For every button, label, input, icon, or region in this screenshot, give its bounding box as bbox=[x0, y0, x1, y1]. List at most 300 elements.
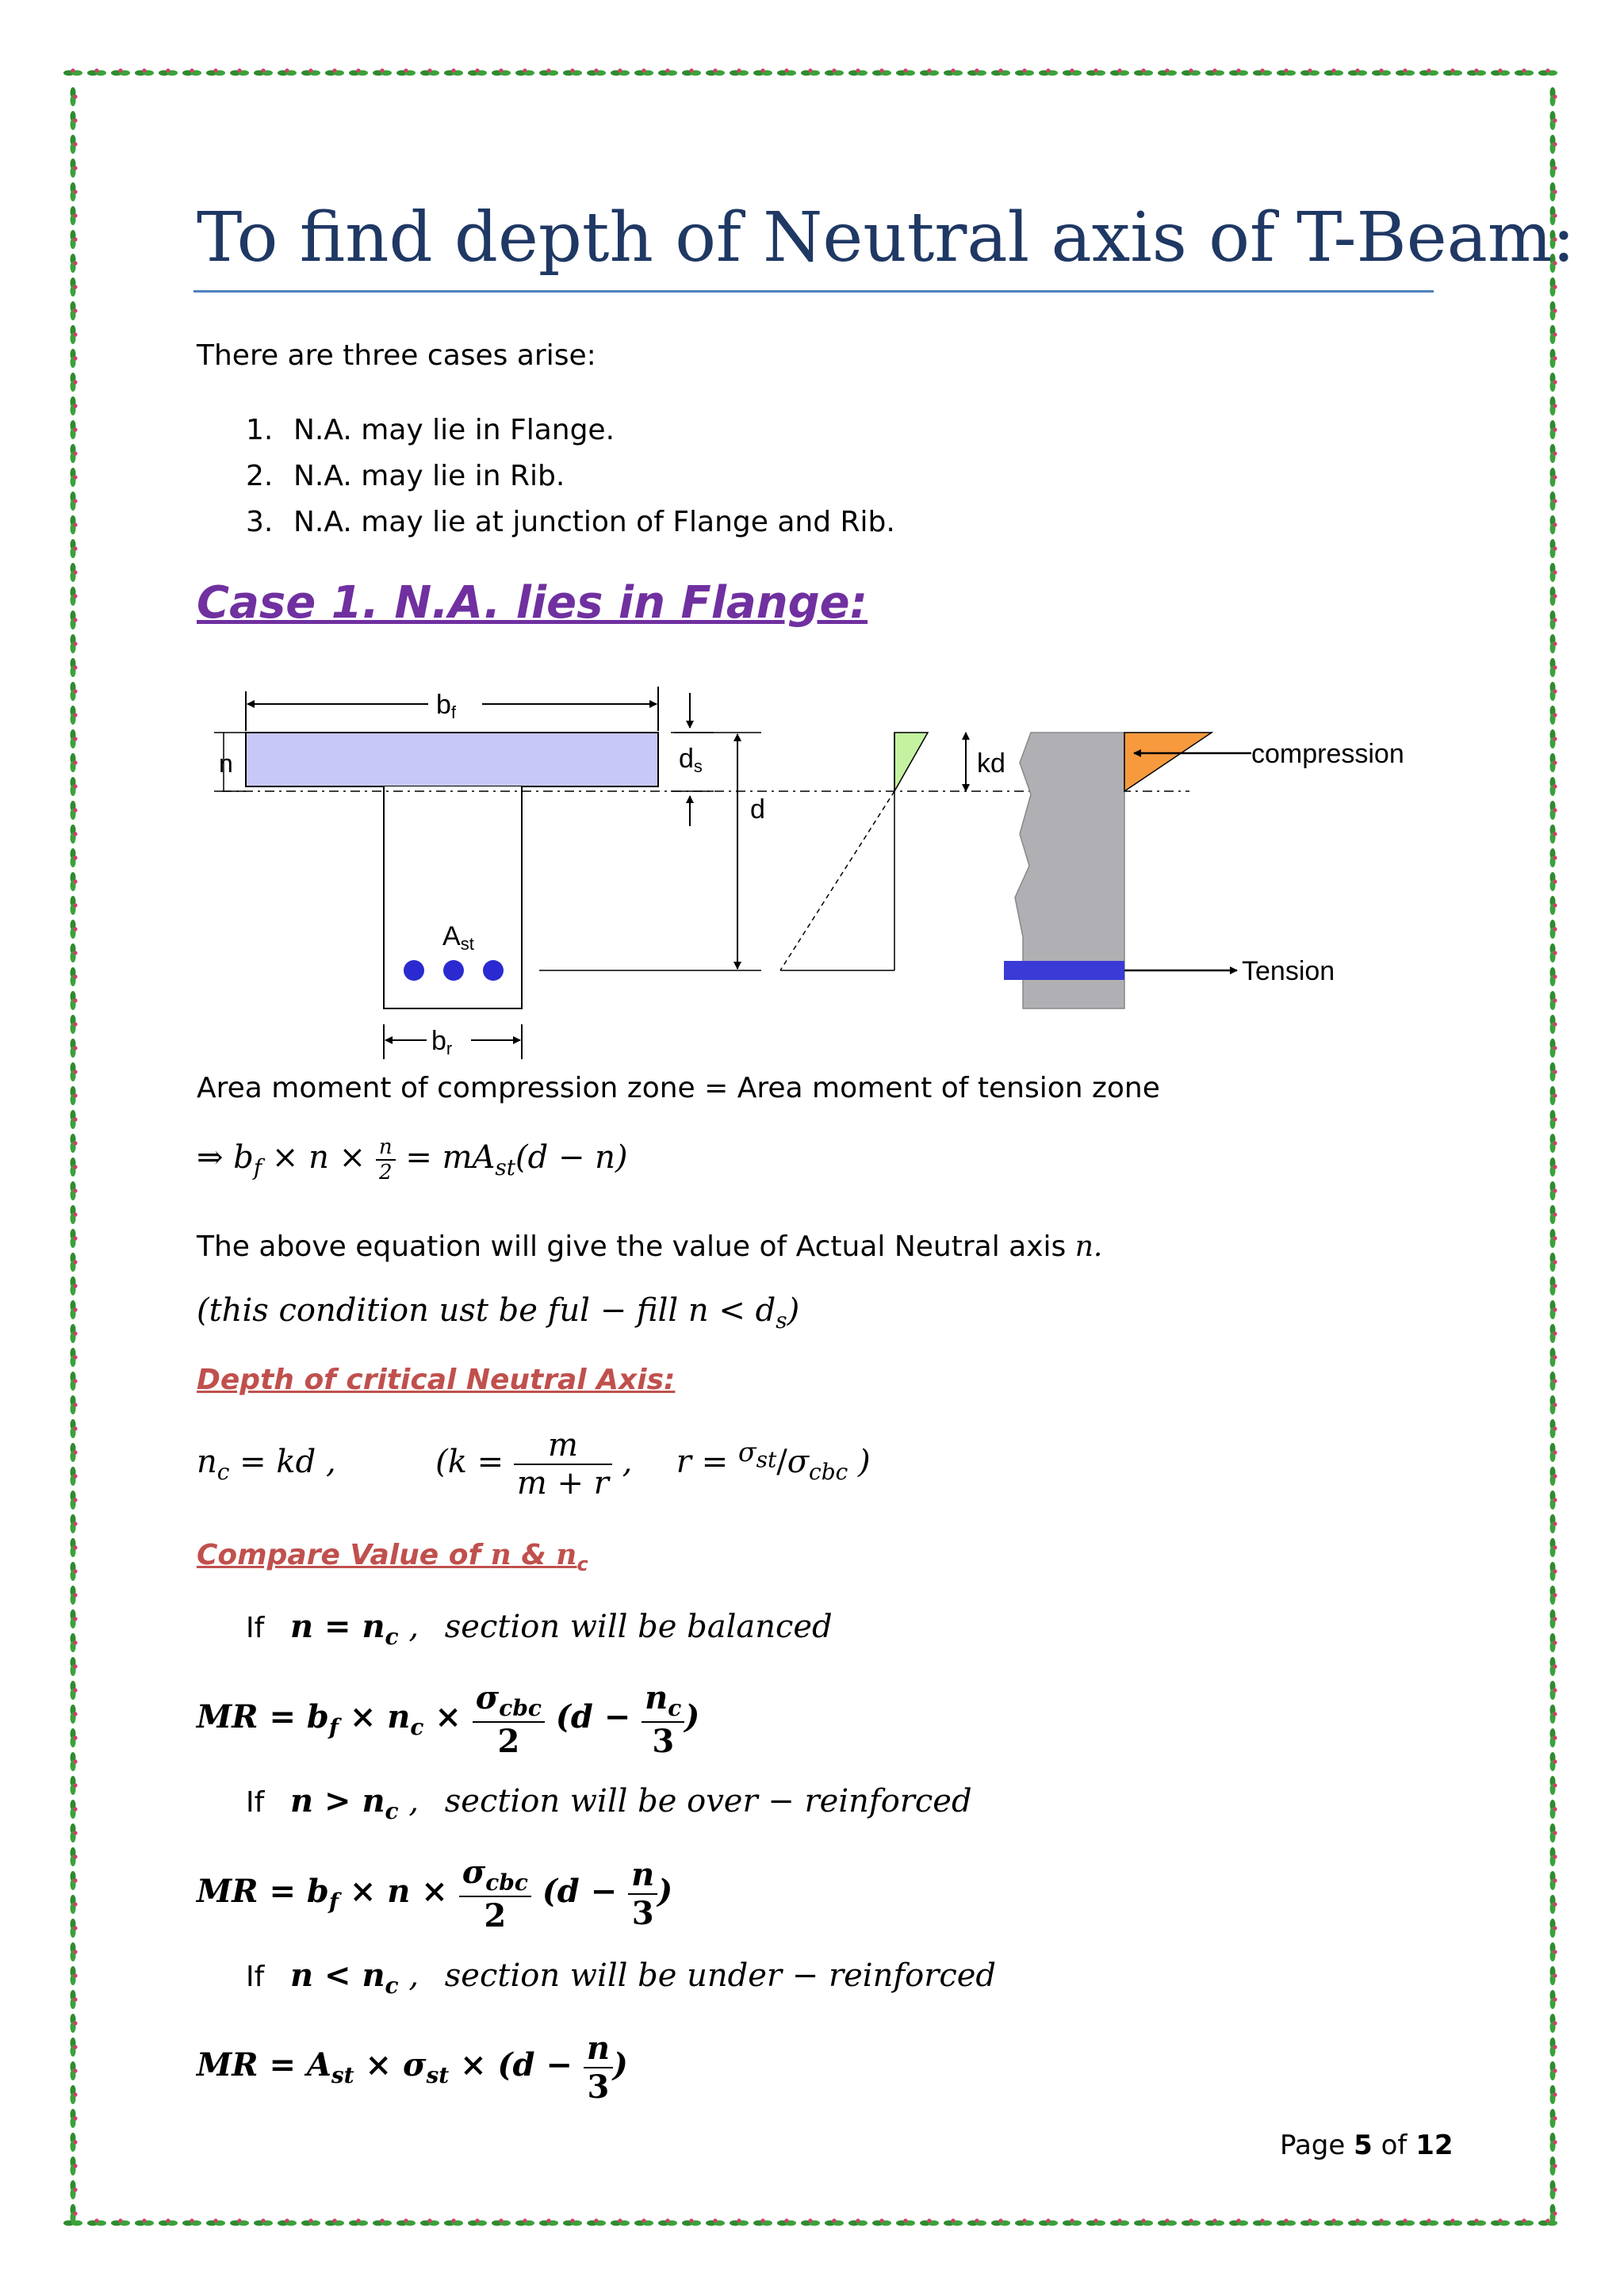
holly-leaf-icon bbox=[71, 111, 78, 130]
holly-leaf-icon bbox=[71, 991, 78, 1010]
list-item: 2. N.A. may lie in Rib. bbox=[246, 460, 565, 492]
holly-leaf-icon bbox=[967, 68, 986, 75]
holly-leaf-icon bbox=[71, 1062, 78, 1081]
holly-leaf-icon bbox=[1550, 87, 1557, 106]
holly-leaf-icon bbox=[396, 68, 416, 75]
holly-leaf-icon bbox=[71, 2109, 78, 2128]
holly-leaf-icon bbox=[1550, 111, 1557, 130]
holly-leaf-icon bbox=[825, 2218, 844, 2225]
holly-leaf-icon bbox=[1550, 1062, 1557, 1081]
holly-leaf-icon bbox=[420, 2218, 439, 2225]
holly-leaf-icon bbox=[71, 1253, 78, 1272]
holly-leaf-icon bbox=[1229, 2218, 1248, 2225]
intro-text: There are three cases arise: bbox=[197, 339, 596, 372]
holly-leaf-icon bbox=[71, 420, 78, 439]
holly-leaf-icon bbox=[1550, 1609, 1557, 1628]
holly-leaf-icon bbox=[682, 2218, 701, 2225]
holly-leaf-icon bbox=[1443, 2218, 1462, 2225]
holly-leaf-icon bbox=[1550, 2038, 1557, 2057]
holly-leaf-icon bbox=[206, 2218, 225, 2225]
holly-leaf-icon bbox=[1039, 2218, 1058, 2225]
holly-leaf-icon bbox=[1550, 1300, 1557, 1319]
holly-leaf-icon bbox=[515, 68, 534, 75]
d-label: d bbox=[750, 794, 765, 825]
holly-leaf-icon bbox=[1550, 2133, 1557, 2152]
holly-leaf-icon bbox=[71, 2085, 78, 2104]
holly-leaf-icon bbox=[730, 68, 749, 75]
holly-leaf-icon bbox=[71, 468, 78, 487]
critical-na-heading: Depth of critical Neutral Axis: bbox=[197, 1364, 676, 1396]
holly-leaf-icon bbox=[872, 2218, 891, 2225]
holly-leaf-icon bbox=[1396, 68, 1415, 75]
holly-leaf-icon bbox=[1491, 2218, 1510, 2225]
holly-leaf-icon bbox=[1182, 68, 1201, 75]
holly-leaf-icon bbox=[539, 2218, 558, 2225]
holly-leaf-icon bbox=[1491, 68, 1510, 75]
holly-leaf-icon bbox=[71, 801, 78, 820]
holly-leaf-icon bbox=[468, 2218, 487, 2225]
holly-leaf-icon bbox=[1550, 1966, 1557, 1985]
holly-leaf-icon bbox=[87, 2218, 106, 2225]
holly-leaf-icon bbox=[1550, 1823, 1557, 1843]
holly-leaf-icon bbox=[1550, 2156, 1557, 2175]
holly-leaf-icon bbox=[1550, 1419, 1557, 1438]
holly-leaf-icon bbox=[71, 1039, 78, 1058]
holly-leaf-icon bbox=[71, 182, 78, 201]
holly-leaf-icon bbox=[71, 230, 78, 249]
steel-bar bbox=[404, 960, 424, 981]
holly-leaf-icon bbox=[1550, 658, 1557, 677]
steel-bar bbox=[443, 960, 464, 981]
holly-leaf-icon bbox=[1550, 1276, 1557, 1295]
holly-leaf-icon bbox=[278, 2218, 297, 2225]
holly-leaf-icon bbox=[1515, 2218, 1534, 2225]
tension-band bbox=[1004, 961, 1124, 980]
holly-leaf-icon bbox=[1550, 1229, 1557, 1248]
holly-leaf-icon bbox=[944, 2218, 963, 2225]
holly-leaf-icon bbox=[1550, 420, 1557, 439]
holly-leaf-icon bbox=[71, 2061, 78, 2080]
page-number: Page 5 of 12 bbox=[1280, 2130, 1454, 2161]
holly-leaf-icon bbox=[515, 2218, 534, 2225]
holly-leaf-icon bbox=[71, 1419, 78, 1438]
holly-leaf-icon bbox=[1550, 729, 1557, 748]
mr-under-reinforced-equation: MR = $A_{st} \times \sigma_{st} \times (d$ − $\frac{n}{3}$ ) bbox=[197, 2030, 628, 2106]
holly-leaf-icon bbox=[71, 848, 78, 867]
holly-leaf-icon bbox=[706, 68, 725, 75]
holly-leaf-icon bbox=[1086, 68, 1105, 75]
holly-leaf-icon bbox=[1277, 2218, 1296, 2225]
holly-leaf-icon bbox=[373, 68, 392, 75]
holly-leaf-icon bbox=[71, 1586, 78, 1605]
holly-leaf-icon bbox=[1550, 325, 1557, 344]
t-beam-diagram bbox=[190, 675, 1443, 1064]
holly-leaf-icon bbox=[1550, 872, 1557, 891]
holly-leaf-icon bbox=[1550, 753, 1557, 772]
page-title: To find depth of Neutral axis of T-Beam: bbox=[197, 198, 1576, 277]
holly-leaf-icon bbox=[71, 1181, 78, 1200]
holly-leaf-icon bbox=[71, 777, 78, 796]
holly-leaf-icon bbox=[1550, 1538, 1557, 1557]
holly-leaf-icon bbox=[1550, 1324, 1557, 1343]
holly-leaf-icon bbox=[71, 634, 78, 653]
holly-leaf-icon bbox=[254, 68, 273, 75]
holly-leaf-icon bbox=[1550, 1490, 1557, 1510]
holly-leaf-icon bbox=[1550, 373, 1557, 392]
holly-leaf-icon bbox=[71, 1324, 78, 1343]
holly-leaf-icon bbox=[71, 872, 78, 891]
holly-leaf-icon bbox=[71, 1966, 78, 1985]
holly-leaf-icon bbox=[1039, 68, 1058, 75]
holly-leaf-icon bbox=[278, 68, 297, 75]
holly-leaf-icon bbox=[254, 2218, 273, 2225]
holly-leaf-icon bbox=[1550, 349, 1557, 368]
condition-note: (this condition ust be ful − fill $n < d_s$) bbox=[197, 1292, 800, 1334]
holly-leaf-icon bbox=[634, 68, 653, 75]
holly-leaf-icon bbox=[1550, 1942, 1557, 1961]
holly-leaf-icon bbox=[753, 2218, 772, 2225]
holly-leaf-icon bbox=[71, 1372, 78, 1391]
holly-leaf-icon bbox=[1550, 1086, 1557, 1105]
holly-leaf-icon bbox=[1467, 68, 1486, 75]
holly-leaf-icon bbox=[1348, 68, 1367, 75]
holly-leaf-icon bbox=[1550, 967, 1557, 986]
holly-leaf-icon bbox=[71, 1467, 78, 1486]
holly-leaf-icon bbox=[1550, 159, 1557, 178]
holly-leaf-icon bbox=[1550, 1205, 1557, 1224]
holly-leaf-icon bbox=[658, 68, 677, 75]
holly-leaf-icon bbox=[1300, 2218, 1320, 2225]
holly-leaf-icon bbox=[1550, 396, 1557, 415]
mr-balanced-equation: MR = $b_f \times n_c$ × $\frac{\sigma_{cbc}}{2}$ (d − $\frac{n_c}{3}$ ) bbox=[197, 1679, 700, 1760]
holly-leaf-icon bbox=[71, 206, 78, 225]
holly-leaf-icon bbox=[1277, 68, 1296, 75]
holly-leaf-icon bbox=[71, 2038, 78, 2057]
holly-leaf-icon bbox=[1550, 1158, 1557, 1177]
holly-leaf-icon bbox=[1550, 1681, 1557, 1700]
holly-leaf-icon bbox=[1372, 2218, 1391, 2225]
holly-leaf-icon bbox=[1550, 801, 1557, 820]
holly-leaf-icon bbox=[71, 706, 78, 725]
tension-label: Tension bbox=[1242, 956, 1335, 986]
holly-leaf-icon bbox=[71, 277, 78, 297]
holly-leaf-icon bbox=[801, 68, 820, 75]
holly-leaf-icon bbox=[87, 68, 106, 75]
bf-label: bf bbox=[436, 690, 457, 722]
holly-leaf-icon bbox=[1110, 2218, 1129, 2225]
holly-leaf-icon bbox=[159, 2218, 178, 2225]
holly-leaf-icon bbox=[1515, 68, 1534, 75]
holly-leaf-icon bbox=[1015, 68, 1034, 75]
holly-leaf-icon bbox=[301, 2218, 320, 2225]
holly-leaf-icon bbox=[1182, 2218, 1201, 2225]
holly-leaf-icon bbox=[444, 2218, 463, 2225]
holly-leaf-icon bbox=[1550, 1395, 1557, 1414]
holly-leaf-icon bbox=[1550, 1443, 1557, 1462]
holly-leaf-icon bbox=[206, 68, 225, 75]
holly-leaf-icon bbox=[944, 68, 963, 75]
holly-leaf-icon bbox=[71, 729, 78, 748]
holly-leaf-icon bbox=[1550, 1705, 1557, 1724]
holly-leaf-icon bbox=[1550, 1372, 1557, 1391]
holly-leaf-icon bbox=[71, 753, 78, 772]
holly-leaf-icon bbox=[349, 68, 368, 75]
holly-leaf-icon bbox=[71, 1276, 78, 1295]
holly-leaf-icon bbox=[1550, 1657, 1557, 1676]
holly-leaf-icon bbox=[658, 2218, 677, 2225]
holly-leaf-icon bbox=[1550, 539, 1557, 558]
holly-leaf-icon bbox=[182, 2218, 201, 2225]
kd-label: kd bbox=[977, 748, 1005, 779]
holly-leaf-icon bbox=[1550, 943, 1557, 962]
holly-leaf-icon bbox=[71, 587, 78, 606]
holly-leaf-icon bbox=[1205, 68, 1224, 75]
holly-leaf-icon bbox=[71, 1895, 78, 1914]
holly-leaf-icon bbox=[71, 1942, 78, 1961]
list-item: 1. N.A. may lie in Flange. bbox=[246, 414, 615, 446]
holly-leaf-icon bbox=[991, 68, 1010, 75]
holly-leaf-icon bbox=[71, 492, 78, 511]
holly-leaf-icon bbox=[1550, 991, 1557, 1010]
holly-leaf-icon bbox=[71, 2204, 78, 2223]
holly-leaf-icon bbox=[1550, 587, 1557, 606]
holly-leaf-icon bbox=[920, 68, 939, 75]
holly-leaf-icon bbox=[1467, 2218, 1486, 2225]
holly-leaf-icon bbox=[1205, 2218, 1224, 2225]
holly-leaf-icon bbox=[71, 682, 78, 701]
holly-leaf-icon bbox=[444, 68, 463, 75]
holly-leaf-icon bbox=[71, 1633, 78, 1652]
over-reinforced-condition: If $n > n_c$ , section will be over − reinforced bbox=[246, 1782, 972, 1824]
holly-leaf-icon bbox=[1324, 2218, 1343, 2225]
n-label: n bbox=[219, 749, 233, 778]
holly-leaf-icon bbox=[71, 1110, 78, 1129]
br-label: br bbox=[431, 1026, 453, 1058]
holly-leaf-icon bbox=[1550, 1586, 1557, 1605]
holly-leaf-icon bbox=[587, 2218, 606, 2225]
holly-leaf-icon bbox=[71, 1158, 78, 1177]
holly-leaf-icon bbox=[71, 396, 78, 415]
holly-leaf-icon bbox=[1134, 2218, 1153, 2225]
holly-leaf-icon bbox=[1229, 68, 1248, 75]
holly-leaf-icon bbox=[1550, 825, 1557, 844]
compare-heading: Compare Value of n & $n_c$ bbox=[197, 1538, 588, 1576]
holly-leaf-icon bbox=[325, 68, 344, 75]
holly-leaf-icon bbox=[301, 68, 320, 75]
holly-leaf-icon bbox=[1550, 277, 1557, 297]
holly-leaf-icon bbox=[373, 2218, 392, 2225]
list-item: 3. N.A. may lie at junction of Flange and Rib. bbox=[246, 506, 895, 538]
holly-leaf-icon bbox=[71, 1134, 78, 1153]
holly-leaf-icon bbox=[71, 159, 78, 178]
holly-leaf-icon bbox=[71, 943, 78, 962]
holly-leaf-icon bbox=[135, 2218, 154, 2225]
holly-leaf-icon bbox=[1550, 1752, 1557, 1771]
holly-leaf-icon bbox=[71, 1776, 78, 1795]
compression-label: compression bbox=[1251, 739, 1404, 769]
holly-leaf-icon bbox=[71, 1990, 78, 2009]
holly-leaf-icon bbox=[634, 2218, 653, 2225]
holly-leaf-icon bbox=[1550, 2014, 1557, 2033]
holly-leaf-icon bbox=[1550, 1039, 1557, 1058]
holly-leaf-icon bbox=[1550, 896, 1557, 915]
holly-leaf-icon bbox=[1372, 68, 1391, 75]
holly-leaf-icon bbox=[71, 2133, 78, 2152]
steel-bar bbox=[483, 960, 504, 981]
holly-leaf-icon bbox=[71, 539, 78, 558]
holly-leaf-icon bbox=[1253, 2218, 1272, 2225]
holly-leaf-icon bbox=[71, 1752, 78, 1771]
holly-leaf-icon bbox=[71, 1538, 78, 1557]
holly-leaf-icon bbox=[230, 68, 249, 75]
holly-leaf-icon bbox=[182, 68, 201, 75]
holly-leaf-icon bbox=[71, 87, 78, 106]
holly-leaf-icon bbox=[71, 1086, 78, 1105]
holly-leaf-icon bbox=[71, 896, 78, 915]
holly-leaf-icon bbox=[71, 1205, 78, 1224]
holly-leaf-icon bbox=[730, 2218, 749, 2225]
holly-leaf-icon bbox=[71, 515, 78, 534]
holly-leaf-icon bbox=[1348, 2218, 1367, 2225]
holly-leaf-icon bbox=[71, 135, 78, 154]
holly-leaf-icon bbox=[71, 349, 78, 368]
holly-leaf-icon bbox=[230, 2218, 249, 2225]
holly-leaf-icon bbox=[71, 658, 78, 677]
holly-leaf-icon bbox=[777, 68, 796, 75]
holly-leaf-icon bbox=[71, 1443, 78, 1462]
holly-leaf-icon bbox=[1550, 1895, 1557, 1914]
holly-leaf-icon bbox=[1550, 1514, 1557, 1533]
holly-leaf-icon bbox=[1550, 634, 1557, 653]
holly-leaf-icon bbox=[587, 68, 606, 75]
holly-leaf-icon bbox=[1550, 1015, 1557, 1034]
holly-leaf-icon bbox=[1550, 1348, 1557, 1367]
holly-leaf-icon bbox=[1134, 68, 1153, 75]
holly-leaf-icon bbox=[396, 2218, 416, 2225]
holly-leaf-icon bbox=[71, 1681, 78, 1700]
holly-leaf-icon bbox=[920, 2218, 939, 2225]
holly-leaf-icon bbox=[325, 2218, 344, 2225]
holly-leaf-icon bbox=[71, 1015, 78, 1034]
holly-leaf-icon bbox=[111, 2218, 130, 2225]
holly-leaf-icon bbox=[682, 68, 701, 75]
holly-leaf-icon bbox=[71, 1229, 78, 1248]
holly-leaf-icon bbox=[1550, 1633, 1557, 1652]
holly-leaf-icon bbox=[492, 68, 511, 75]
holly-leaf-icon bbox=[1550, 1134, 1557, 1153]
holly-leaf-icon bbox=[1550, 706, 1557, 725]
holly-leaf-icon bbox=[1550, 682, 1557, 701]
holly-leaf-icon bbox=[1550, 1110, 1557, 1129]
critical-na-equation: $n_c$ = kd , (k = $\frac{m}{m + r}$ , $r = ^{\sigma_{st}}/\sigma_{cbc}$ ) bbox=[197, 1427, 871, 1502]
compression-block bbox=[1124, 733, 1212, 791]
mr-over-reinforced-equation: MR = $b_f \times n$ × $\frac{\sigma_{cbc}}{2}$ (d − $\frac{n}{3}$ ) bbox=[197, 1854, 673, 1934]
holly-leaf-icon bbox=[71, 325, 78, 344]
ds-label: ds bbox=[679, 744, 703, 776]
holly-leaf-icon bbox=[1550, 1562, 1557, 1581]
holly-leaf-icon bbox=[492, 2218, 511, 2225]
holly-leaf-icon bbox=[71, 1823, 78, 1843]
holly-leaf-icon bbox=[63, 68, 82, 75]
holly-leaf-icon bbox=[611, 68, 630, 75]
balanced-condition: If $n = n_c$ , section will be balanced bbox=[246, 1608, 833, 1650]
holly-leaf-icon bbox=[111, 68, 130, 75]
holly-leaf-icon bbox=[71, 1562, 78, 1581]
holly-leaf-icon bbox=[848, 2218, 868, 2225]
holly-leaf-icon bbox=[349, 2218, 368, 2225]
holly-leaf-icon bbox=[71, 610, 78, 629]
holly-leaf-icon bbox=[1086, 2218, 1105, 2225]
holly-leaf-icon bbox=[1550, 135, 1557, 154]
case1-heading: Case 1. N.A. lies in Flange: bbox=[197, 577, 868, 629]
holly-leaf-icon bbox=[1158, 2218, 1177, 2225]
holly-leaf-icon bbox=[1550, 492, 1557, 511]
holly-leaf-icon bbox=[1550, 1181, 1557, 1200]
holly-leaf-icon bbox=[71, 1871, 78, 1890]
holly-leaf-icon bbox=[71, 2180, 78, 2199]
holly-leaf-icon bbox=[991, 2218, 1010, 2225]
holly-leaf-icon bbox=[801, 2218, 820, 2225]
holly-leaf-icon bbox=[825, 68, 844, 75]
holly-leaf-icon bbox=[1300, 68, 1320, 75]
holly-leaf-icon bbox=[71, 2156, 78, 2175]
holly-leaf-icon bbox=[71, 1514, 78, 1533]
equation-1: ⇒ $b_f \times n$ × $\frac{n}{2}$ = $mA_{st}(d - n)$ bbox=[197, 1135, 628, 1184]
strain-diagram bbox=[780, 733, 928, 970]
holly-leaf-icon bbox=[1158, 68, 1177, 75]
holly-leaf-icon bbox=[896, 2218, 915, 2225]
holly-leaf-icon bbox=[1550, 2085, 1557, 2104]
holly-leaf-icon bbox=[71, 1395, 78, 1414]
holly-leaf-icon bbox=[563, 68, 582, 75]
holly-leaf-icon bbox=[1550, 920, 1557, 939]
title-underline bbox=[193, 290, 1434, 293]
holly-leaf-icon bbox=[1550, 2204, 1557, 2223]
holly-leaf-icon bbox=[1550, 1847, 1557, 1866]
holly-leaf-icon bbox=[71, 1800, 78, 1819]
holly-leaf-icon bbox=[1550, 468, 1557, 487]
holly-leaf-icon bbox=[1550, 1919, 1557, 1938]
holly-leaf-icon bbox=[71, 967, 78, 986]
holly-leaf-icon bbox=[1063, 68, 1082, 75]
holly-leaf-icon bbox=[159, 68, 178, 75]
holly-leaf-icon bbox=[71, 920, 78, 939]
holly-leaf-icon bbox=[1550, 1871, 1557, 1890]
holly-leaf-icon bbox=[1550, 848, 1557, 867]
holly-leaf-icon bbox=[71, 1705, 78, 1724]
holly-leaf-icon bbox=[1550, 563, 1557, 582]
holly-leaf-icon bbox=[1550, 444, 1557, 463]
holly-leaf-icon bbox=[1550, 2061, 1557, 2080]
holly-leaf-icon bbox=[967, 2218, 986, 2225]
holly-leaf-icon bbox=[135, 68, 154, 75]
holly-leaf-icon bbox=[468, 68, 487, 75]
holly-leaf-icon bbox=[71, 825, 78, 844]
holly-leaf-icon bbox=[611, 2218, 630, 2225]
holly-leaf-icon bbox=[1419, 2218, 1438, 2225]
holly-leaf-icon bbox=[71, 1609, 78, 1628]
ast-label: Ast bbox=[442, 921, 474, 954]
holly-leaf-icon bbox=[872, 68, 891, 75]
holly-leaf-icon bbox=[420, 68, 439, 75]
holly-leaf-icon bbox=[706, 2218, 725, 2225]
holly-leaf-icon bbox=[539, 68, 558, 75]
holly-leaf-icon bbox=[1550, 2109, 1557, 2128]
holly-leaf-icon bbox=[71, 1728, 78, 1747]
holly-leaf-icon bbox=[1550, 777, 1557, 796]
holly-leaf-icon bbox=[71, 1490, 78, 1510]
holly-leaf-icon bbox=[1396, 2218, 1415, 2225]
